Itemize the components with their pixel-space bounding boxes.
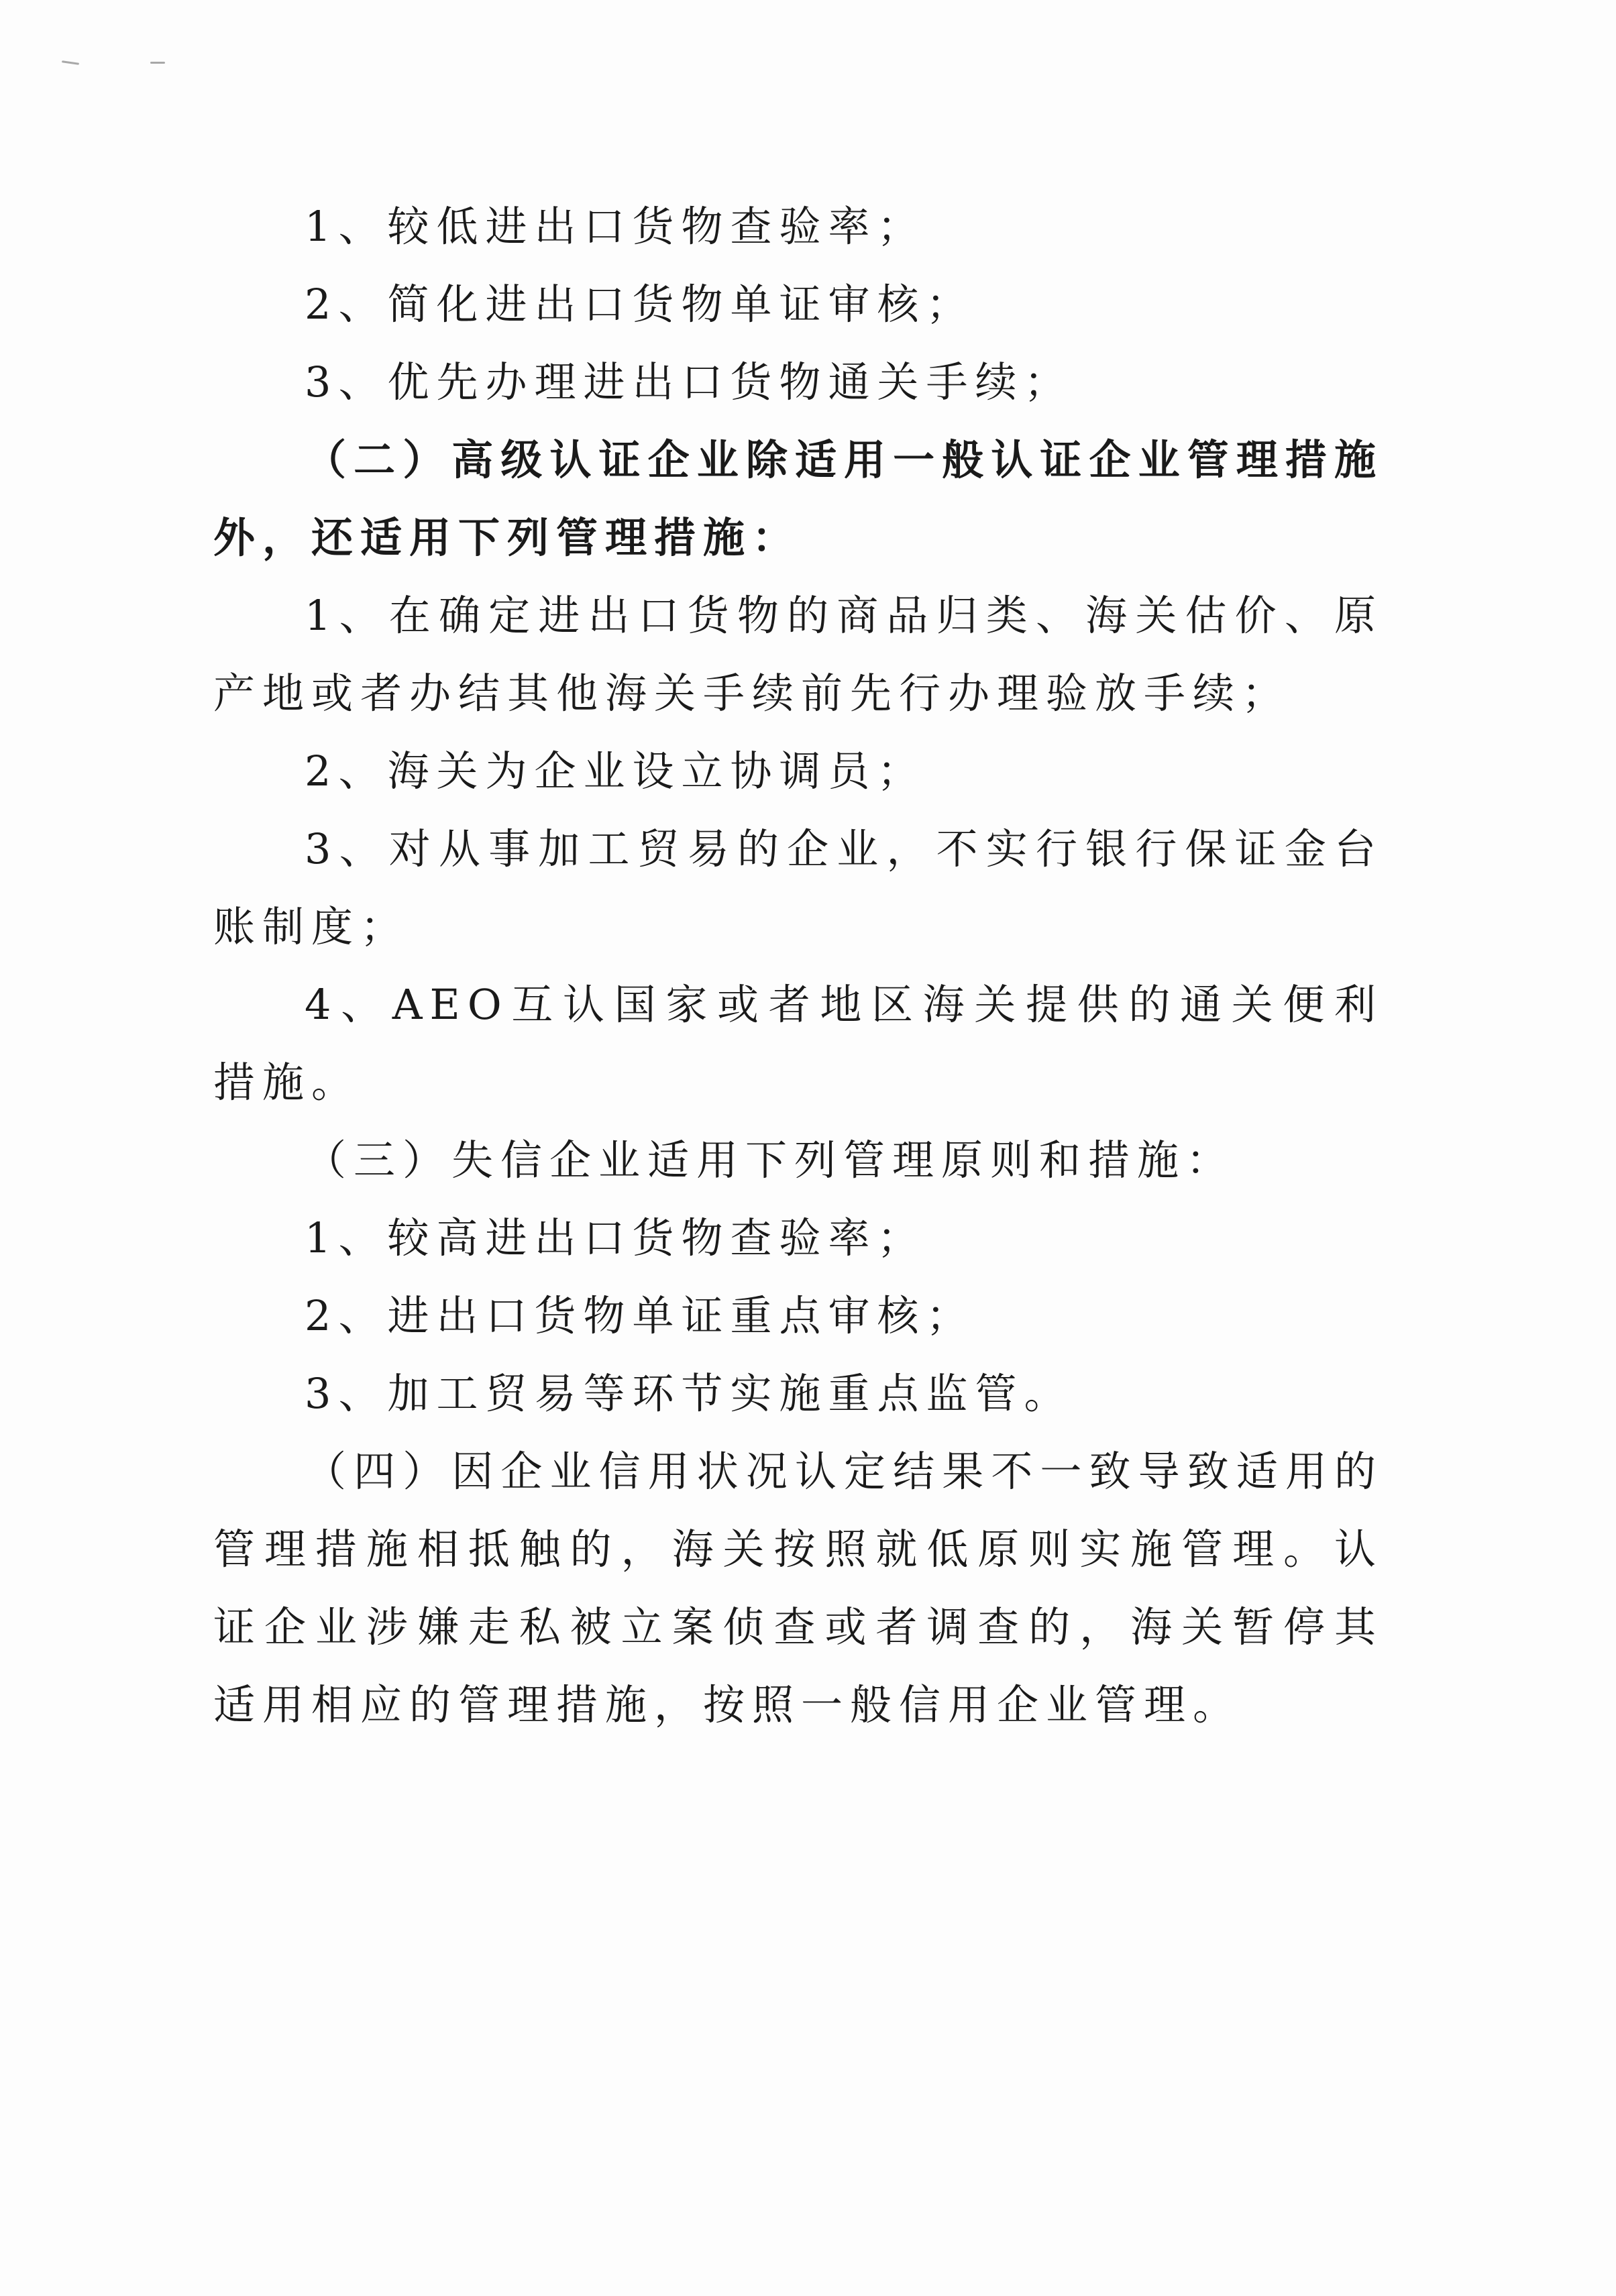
list-item-3: 3、对从事加工贸易的企业，不实行银行保证金台账制度； [213,824,1383,951]
list-item-1: 1、较低进出口货物查验率； [305,202,926,251]
list-item-3: 3、优先办理进出口货物通关手续； [305,358,1073,406]
section-paragraph-4: （四）因企业信用状况认定结果不一致导致适用的管理措施相抵触的，海关按照就低原则实施管理。认证企业涉嫌走私被立案侦查或者调查的，海关暂停其适用相应的管理措施，按照一般信用企业管理。 [213,1447,1383,1729]
scan-mark [62,60,79,65]
list-item-2: 2、海关为企业设立协调员； [305,747,926,796]
list-item-1: 1、较高进出口货物查验率； [305,1213,926,1262]
list-item-2: 2、简化进出口货物单证审核； [305,280,975,329]
list-item-1: 1、在确定进出口货物的商品归类、海关估价、原产地或者办结其他海关手续前先行办理验放手续； [213,591,1383,718]
section-heading-2: （二）高级认证企业除适用一般认证企业管理措施外，还适用下列管理措施： [213,435,1383,562]
section-heading-3: （三）失信企业适用下列管理原则和措施： [305,1136,1236,1185]
list-item-2: 2、进出口货物单证重点审核； [305,1291,975,1340]
scan-mark [150,62,165,64]
list-item-4: 4、AEO互认国家或者地区海关提供的通关便利措施。 [213,980,1383,1107]
list-item-3: 3、加工贸易等环节实施重点监管。 [305,1369,1073,1418]
document-body [213,188,1383,1744]
